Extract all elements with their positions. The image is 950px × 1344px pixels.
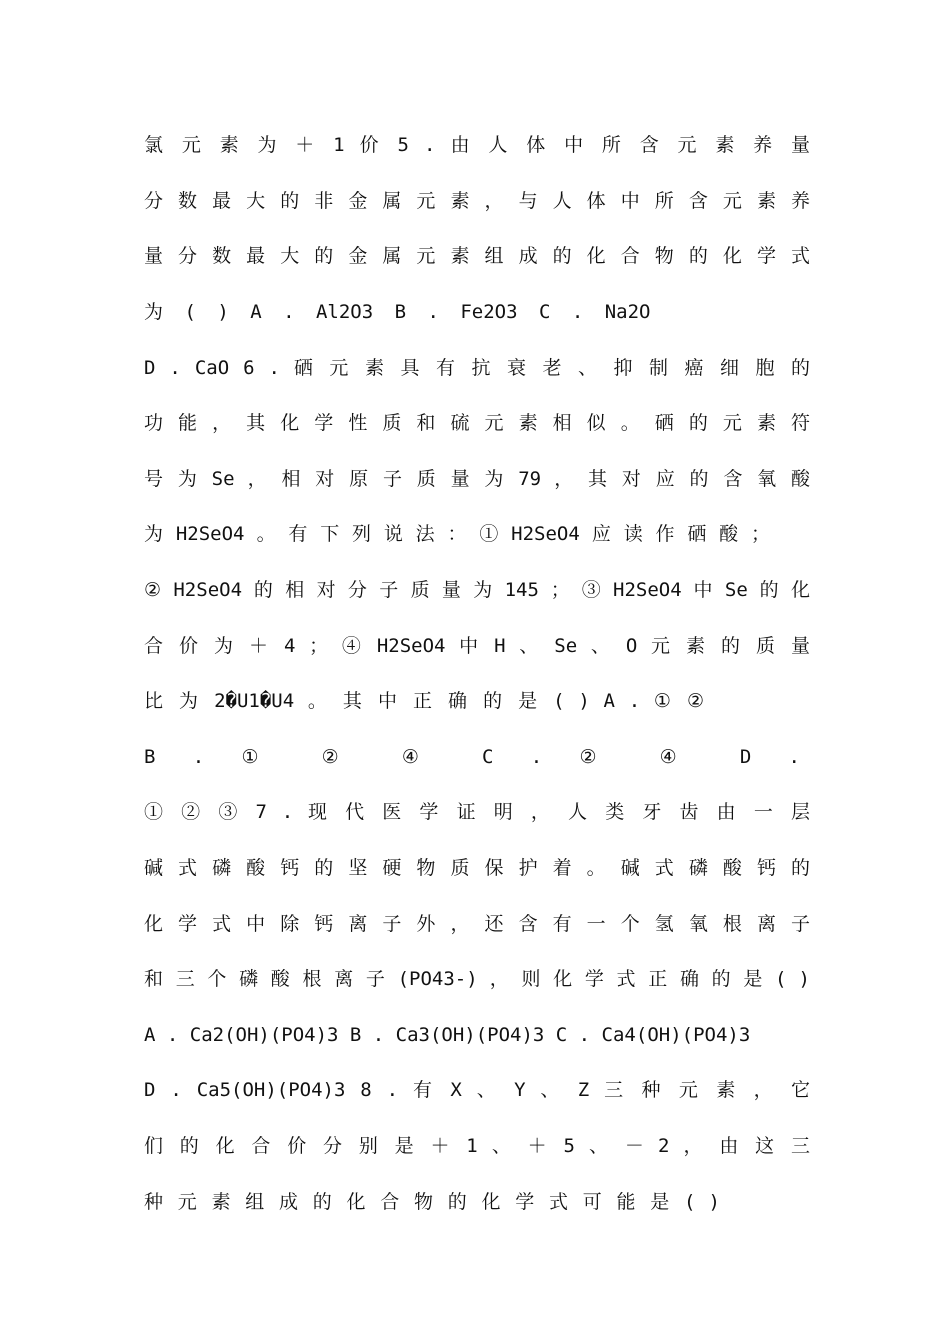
text-line: 合 价 为 ＋ 4 ； ④ H2SeO4 中 H 、 Se 、 O 元 素 的 质 量 (144, 635, 810, 657)
text-line: 和 三 个 磷 酸 根 离 子 (PO43-) ， 则 化 学 式 正 确 的 是 ( ) (144, 968, 810, 990)
text-line: A . Ca2(OH)(PO4)3 B . Ca3(OH)(PO4)3 C . Ca4(OH)(PO4)3 (144, 1024, 751, 1046)
text-line: 种 元 素 组 成 的 化 合 物 的 化 学 式 可 能 是 ( ) (144, 1191, 720, 1213)
text-line: D . CaO 6 . 硒 元 素 具 有 抗 衰 老 、 抑 制 癌 细 胞 的 (144, 357, 810, 379)
text-line: B . ① ② ④ C . ② ④ D . (144, 746, 800, 768)
text-line: 碱 式 磷 酸 钙 的 坚 硬 物 质 保 护 着 。 碱 式 磷 酸 钙 的 (144, 857, 810, 879)
text-line: ① ② ③ 7 . 现 代 医 学 证 明 ， 人 类 牙 齿 由 一 层 (144, 801, 810, 823)
text-line: 化 学 式 中 除 钙 离 子 外 ， 还 含 有 一 个 氢 氧 根 离 子 (144, 913, 810, 935)
text-line: 为 ( ) A . Al2O3 B . Fe2O3 C . Na2O (144, 301, 651, 323)
text-line: 号 为 Se ， 相 对 原 子 质 量 为 79 ， 其 对 应 的 含 氧 酸 (144, 468, 810, 490)
text-line: 比 为 2�U1�U4 。 其 中 正 确 的 是 ( ) A . ① ② (144, 690, 704, 712)
text-line: 分 数 最 大 的 非 金 属 元 素 ， 与 人 体 中 所 含 元 素 养 (144, 190, 810, 212)
text-line: 量 分 数 最 大 的 金 属 元 素 组 成 的 化 合 物 的 化 学 式 (144, 245, 810, 267)
text-line: 为 H2SeO4 。 有 下 列 说 法 ： ① H2SeO4 应 读 作 硒 酸 ； (144, 523, 770, 545)
text-line: 氯 元 素 为 ＋ 1 价 5 . 由 人 体 中 所 含 元 素 养 量 (144, 134, 810, 156)
text-line: 们 的 化 合 价 分 别 是 ＋ 1 、 ＋ 5 、 － 2 ， 由 这 三 (144, 1135, 810, 1157)
text-line: D . Ca5(OH)(PO4)3 8 . 有 X 、 Y 、 Z 三 种 元 素 ， 它 (144, 1079, 810, 1101)
text-line: 功 能 ， 其 化 学 性 质 和 硫 元 素 相 似 。 硒 的 元 素 符 (144, 412, 810, 434)
text-line: ② H2SeO4 的 相 对 分 子 质 量 为 145 ； ③ H2SeO4 中 Se 的 化 (144, 579, 810, 601)
